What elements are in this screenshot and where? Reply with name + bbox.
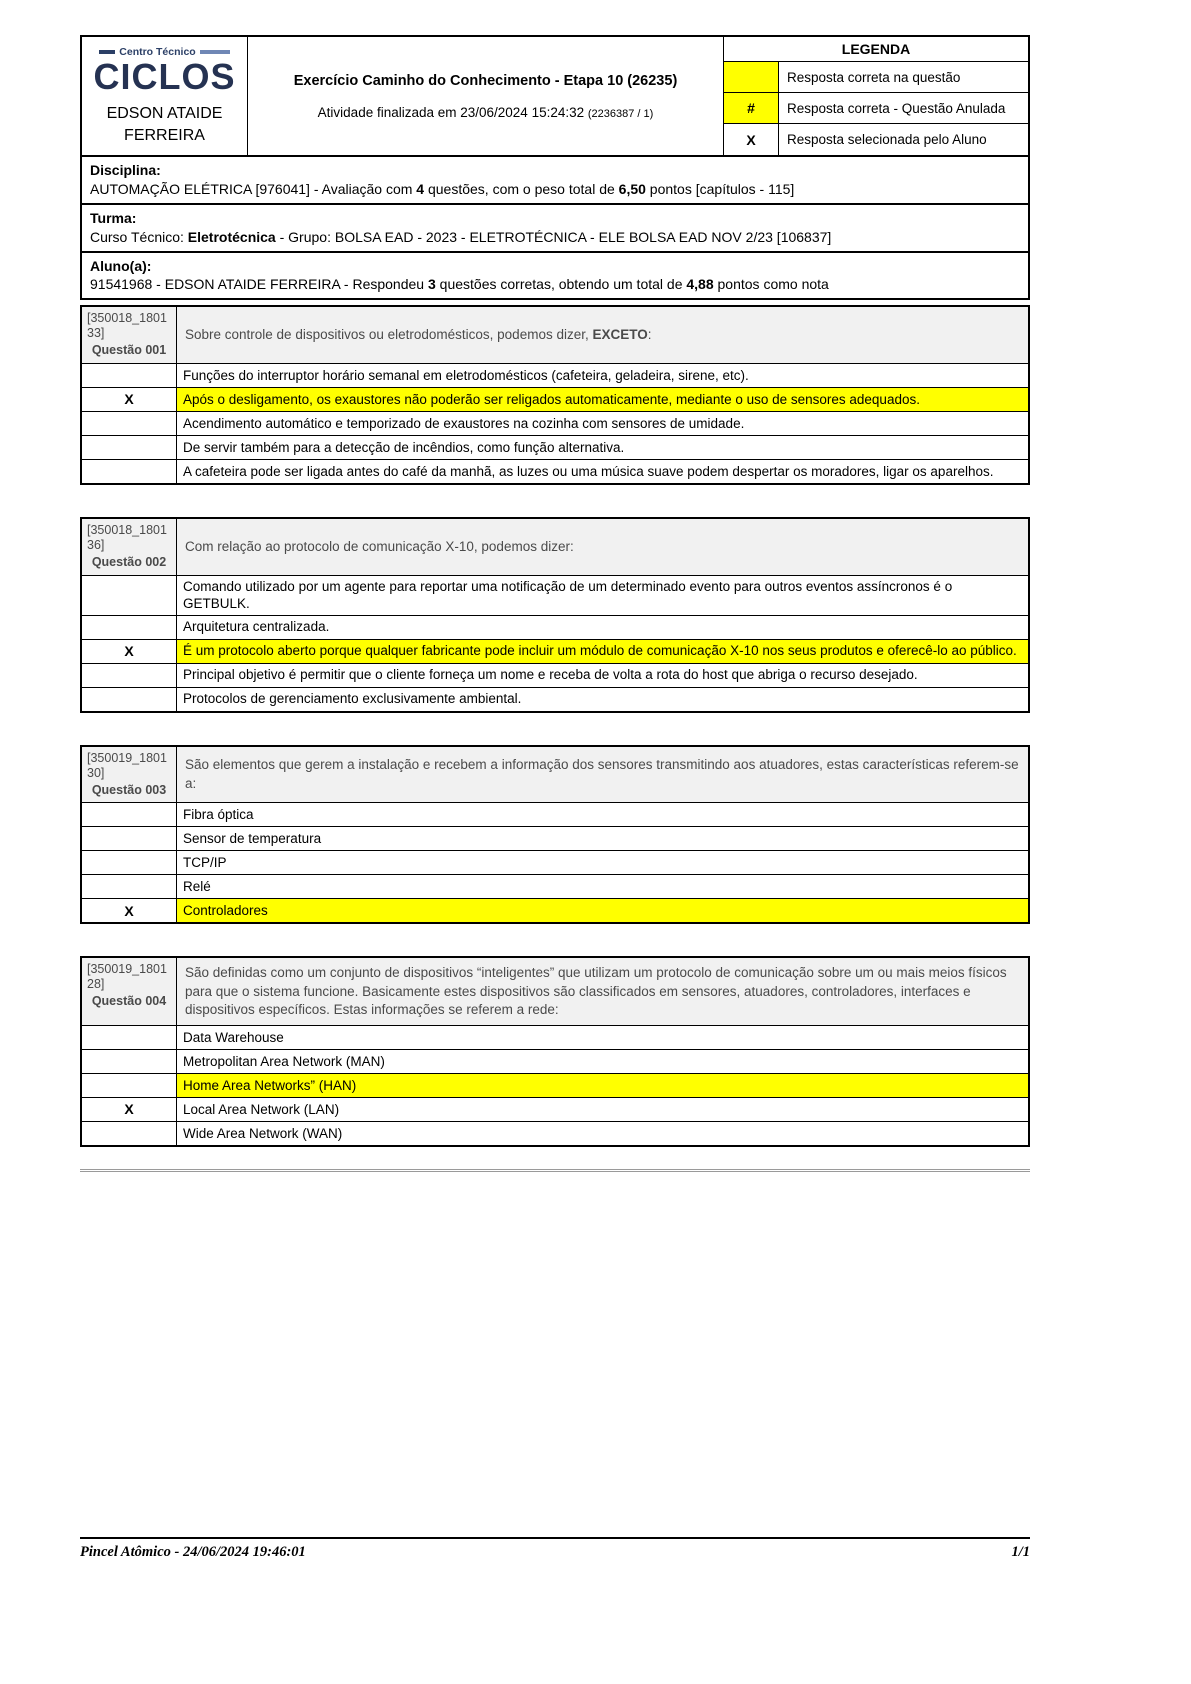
legend-title: LEGENDA bbox=[724, 37, 1028, 62]
answer-row bbox=[82, 387, 1028, 411]
document-subtitle bbox=[318, 105, 654, 120]
disciplina-label: Disciplina: bbox=[90, 162, 161, 178]
question-header bbox=[82, 958, 1028, 1025]
answer-marker bbox=[82, 576, 177, 615]
question-title: Questão 001 bbox=[91, 343, 167, 358]
answer-marker bbox=[82, 412, 177, 435]
question-id: [350018_180133] bbox=[87, 311, 167, 341]
question-block-001 bbox=[80, 305, 1030, 485]
question-header bbox=[82, 747, 1028, 803]
answer-row bbox=[82, 663, 1028, 687]
answer-text: Sensor de temperatura bbox=[183, 831, 322, 847]
answer-row bbox=[82, 802, 1028, 826]
answer-row bbox=[82, 1073, 1028, 1097]
logo-bar-right bbox=[200, 50, 230, 54]
answer-row bbox=[82, 874, 1028, 898]
question-id: [350018_180136] bbox=[87, 522, 167, 552]
title-cell bbox=[248, 37, 724, 155]
finished-text: Atividade finalizada em 23/06/2024 15:24:32 bbox=[317, 104, 585, 120]
aluno-bold: 4,88 bbox=[686, 276, 714, 293]
answer-row bbox=[82, 898, 1028, 922]
question-id-cell bbox=[82, 519, 177, 575]
answer-marker bbox=[82, 616, 177, 639]
question-statement bbox=[177, 958, 1028, 1025]
answer-text: Data Warehouse bbox=[183, 1029, 284, 1045]
legend-row bbox=[724, 124, 1028, 155]
answer-row bbox=[82, 435, 1028, 459]
document-title: Exercício Caminho do Conhecimento - Etapa 10 (26235) bbox=[293, 72, 678, 89]
answer-row bbox=[82, 639, 1028, 663]
answer-text: Acendimento automático e temporizado de exaustores na cozinha com sensores de umidade. bbox=[183, 415, 745, 431]
disciplina-part: AUTOMAÇÃO ELÉTRICA [976041] - Avaliação com bbox=[90, 180, 417, 197]
turma-part: Curso Técnico: bbox=[90, 228, 188, 245]
answer-marker bbox=[82, 364, 177, 387]
disciplina-part: pontos [capítulos - 115] bbox=[645, 180, 795, 197]
footer-generator: Pincel Atômico - 24/06/2024 19:46:01 bbox=[80, 1544, 306, 1560]
question-id: [350019_180128] bbox=[87, 962, 167, 992]
answer-row bbox=[82, 575, 1028, 615]
question-statement bbox=[177, 519, 1028, 575]
legend-row bbox=[724, 93, 1028, 124]
answer-marker bbox=[82, 1122, 177, 1145]
info-row-disciplina bbox=[80, 157, 1030, 205]
answer-marker bbox=[82, 875, 177, 898]
aluno-label: Aluno(a): bbox=[90, 257, 152, 274]
header-table bbox=[80, 35, 1030, 157]
legend-label: Resposta correta na questão bbox=[787, 69, 961, 85]
student-name-line2: FERREIRA bbox=[124, 126, 205, 144]
question-id-cell bbox=[82, 747, 177, 803]
answer-marker: X bbox=[82, 1098, 177, 1121]
legend-label: Resposta correta - Questão Anulada bbox=[787, 100, 1006, 116]
answer-marker bbox=[82, 1050, 177, 1073]
info-row-aluno bbox=[80, 253, 1030, 301]
legend-row bbox=[724, 62, 1028, 93]
answer-text: De servir também para a detecção de incêndios, como função alternativa. bbox=[183, 439, 625, 455]
statement-text bbox=[185, 326, 652, 344]
aluno-part: 91541968 - EDSON ATAIDE FERREIRA - Respondeu bbox=[90, 276, 428, 293]
answer-text: Funções do interruptor horário semanal em eletrodomésticos (cafeteira, geladeira, sirene, etc). bbox=[183, 367, 749, 383]
question-id-cell bbox=[82, 307, 177, 363]
question-header bbox=[82, 307, 1028, 363]
aluno-bold: 3 bbox=[427, 276, 436, 293]
statement-text: Com relação ao protocolo de comunicação X-10, podemos dizer: bbox=[185, 538, 574, 554]
page-footer bbox=[80, 1537, 1030, 1561]
disciplina-text bbox=[90, 181, 794, 197]
aluno-text bbox=[90, 276, 829, 292]
answer-row bbox=[82, 459, 1028, 483]
question-title: Questão 004 bbox=[91, 994, 167, 1009]
answer-marker: X bbox=[82, 388, 177, 411]
answer-text: Relé bbox=[183, 879, 211, 895]
logo-tagline: Centro Técnico bbox=[119, 45, 196, 58]
logo-brand: CICLOS bbox=[93, 55, 236, 97]
answer-text: Local Area Network (LAN) bbox=[183, 1101, 340, 1117]
answer-marker bbox=[82, 851, 177, 874]
answer-marker bbox=[82, 1026, 177, 1049]
aluno-part: pontos como nota bbox=[713, 276, 829, 293]
info-row-turma bbox=[80, 205, 1030, 253]
document-page bbox=[80, 35, 1030, 1172]
statement-text: São elementos que gerem a instalação e recebem a informação dos sensores transmitindo aos atuadores, estas características referem-se a: bbox=[185, 757, 1019, 791]
question-id: [350019_180130] bbox=[87, 750, 167, 780]
answer-text: Comando utilizado por um agente para reportar uma notificação de um determinado evento para outros eventos assíncronos é o GETBULK. bbox=[183, 578, 953, 612]
answer-text: É um protocolo aberto porque qualquer fabricante pode incluir um módulo de comunicação X-10 nos seus produtos e oferecê-lo ao público. bbox=[177, 640, 1028, 663]
answer-text: TCP/IP bbox=[183, 855, 227, 871]
answer-text: Home Area Networks” (HAN) bbox=[177, 1074, 1028, 1097]
student-name-line1: EDSON ATAIDE bbox=[106, 105, 223, 123]
answer-marker bbox=[82, 1074, 177, 1097]
answer-marker bbox=[82, 436, 177, 459]
answer-row bbox=[82, 687, 1028, 711]
answer-row bbox=[82, 411, 1028, 435]
legend-symbol-selected: X bbox=[724, 124, 779, 155]
turma-label: Turma: bbox=[90, 209, 137, 226]
question-title: Questão 002 bbox=[91, 554, 167, 569]
disciplina-bold: 4 bbox=[416, 180, 425, 197]
finished-ref: (2236387 / 1) bbox=[587, 107, 654, 120]
legend-label: Resposta selecionada pelo Aluno bbox=[787, 132, 987, 147]
logo-bar-left bbox=[99, 50, 115, 54]
aluno-part: questões corretas, obtendo um total de bbox=[435, 276, 687, 293]
footer-page-number: 1/1 bbox=[1011, 1544, 1030, 1560]
disciplina-part: questões, com o peso total de bbox=[424, 180, 619, 197]
answer-marker bbox=[82, 664, 177, 687]
answer-row bbox=[82, 826, 1028, 850]
question-statement bbox=[177, 747, 1028, 803]
answer-row bbox=[82, 363, 1028, 387]
turma-part: - Grupo: BOLSA EAD - 2023 - ELETROTÉCNICA - ELE BOLSA EAD NOV 2/23 [106837] bbox=[275, 228, 832, 245]
answer-marker: X bbox=[82, 640, 177, 663]
turma-bold: Eletrotécnica bbox=[187, 228, 276, 245]
answer-text: Metropolitan Area Network (MAN) bbox=[183, 1053, 385, 1069]
question-statement bbox=[177, 307, 1028, 363]
page-break-divider bbox=[80, 1169, 1030, 1172]
statement-part: : bbox=[647, 327, 652, 343]
answer-text: Controladores bbox=[177, 899, 1028, 922]
turma-text bbox=[90, 229, 831, 245]
question-block-002 bbox=[80, 517, 1030, 713]
statement-bold: EXCETO bbox=[592, 327, 648, 343]
question-header bbox=[82, 519, 1028, 575]
legend-symbol-correct bbox=[724, 62, 779, 92]
answer-text: Principal objetivo é permitir que o cliente forneça um nome e receba de volta a rota do host que abriga o recurso desejado. bbox=[183, 667, 918, 683]
answer-marker bbox=[82, 803, 177, 826]
question-id-cell bbox=[82, 958, 177, 1025]
legend-symbol-annulled: # bbox=[724, 93, 779, 123]
answer-row bbox=[82, 1121, 1028, 1145]
logo-cell bbox=[82, 37, 248, 155]
disciplina-bold: 6,50 bbox=[618, 180, 646, 197]
answer-row bbox=[82, 1097, 1028, 1121]
answer-text: Após o desligamento, os exaustores não poderão ser religados automaticamente, mediante o uso de sensores adequados. bbox=[177, 388, 1028, 411]
answer-row bbox=[82, 850, 1028, 874]
answer-marker bbox=[82, 688, 177, 711]
statement-part: Sobre controle de dispositivos ou eletrodomésticos, podemos dizer, bbox=[185, 327, 593, 343]
answer-text: Arquitetura centralizada. bbox=[183, 619, 330, 635]
question-title: Questão 003 bbox=[91, 782, 167, 797]
statement-text: São definidas como um conjunto de dispositivos “inteligentes” que utilizam um protocolo de comunicação sobre um ou mais meios físicos para que o sistema funcione. Basicamente estes dispositivos são classificados em sensores, atuadores, controladores, interfaces e dispositivos específicos. Estas informações se referem a rede: bbox=[185, 965, 1007, 1017]
answer-row bbox=[82, 1049, 1028, 1073]
question-block-004 bbox=[80, 956, 1030, 1147]
student-name bbox=[107, 103, 223, 146]
legend bbox=[724, 37, 1028, 155]
answer-text: Wide Area Network (WAN) bbox=[183, 1125, 343, 1141]
answer-row bbox=[82, 1025, 1028, 1049]
answer-marker bbox=[82, 460, 177, 483]
answer-marker bbox=[82, 827, 177, 850]
answer-text: Protocolos de gerenciamento exclusivamente ambiental. bbox=[183, 691, 522, 707]
question-block-003 bbox=[80, 745, 1030, 925]
answer-marker: X bbox=[82, 899, 177, 922]
ciclos-logo bbox=[93, 46, 235, 96]
answer-text: A cafeteira pode ser ligada antes do café da manhã, as luzes ou uma música suave podem despertar os moradores, ligar os aparelhos. bbox=[183, 463, 994, 479]
answer-text: Fibra óptica bbox=[183, 807, 254, 823]
answer-row bbox=[82, 615, 1028, 639]
